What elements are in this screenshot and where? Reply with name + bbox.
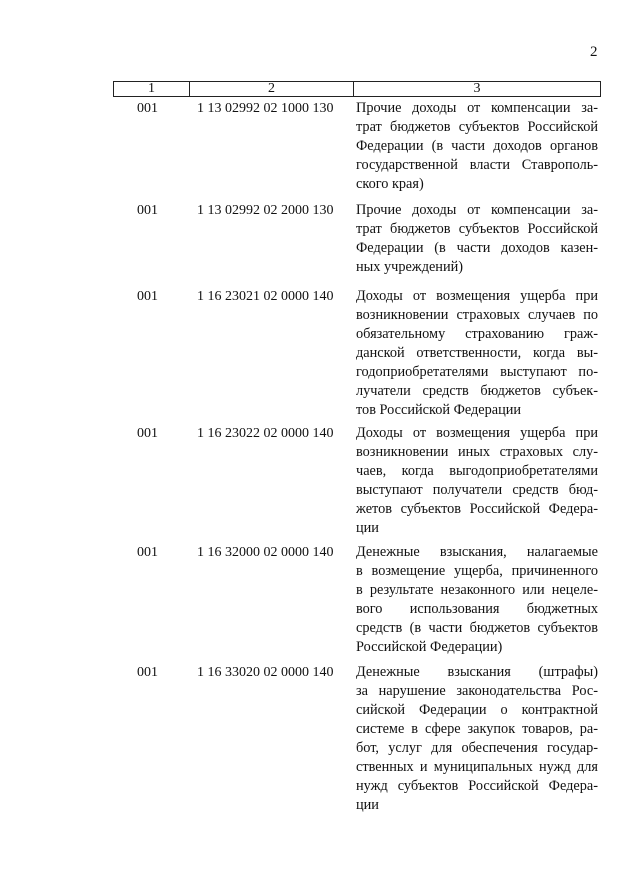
admin-code: 001 <box>137 545 158 560</box>
page-number: 2 <box>590 44 598 60</box>
income-description <box>356 424 598 538</box>
income-description <box>356 99 598 194</box>
description-line: государственной власти Ставрополь- <box>356 157 598 173</box>
description-line: Федерации (в части доходов органов <box>356 138 598 154</box>
description-line: тов Российской Федерации <box>356 402 522 418</box>
description-line: Денежные взыскания (штрафы) <box>356 664 598 680</box>
budget-classification-code: 1 16 23022 02 0000 140 <box>197 426 334 441</box>
budget-classification-code: 1 16 23021 02 0000 140 <box>197 289 334 304</box>
description-line: бот, услуг для обеспечения государ- <box>356 740 598 756</box>
budget-classification-code: 1 16 32000 02 0000 140 <box>197 545 334 560</box>
description-line: ственных и муниципальных нужд для <box>356 759 598 775</box>
description-line: лучатели средств бюджетов субъек- <box>356 383 598 399</box>
description-line: Денежные взыскания, налагаемые <box>356 544 598 560</box>
description-line: ского края) <box>356 176 424 192</box>
budget-classification-code: 1 13 02992 02 2000 130 <box>197 203 334 218</box>
description-line: Российской Федерации) <box>356 639 503 655</box>
description-line: Прочие доходы от компенсации за- <box>356 100 598 116</box>
admin-code: 001 <box>137 289 158 304</box>
description-line: ных учреждений) <box>356 259 464 275</box>
description-line: данской ответственности, когда вы- <box>356 345 598 361</box>
description-line: трат бюджетов субъектов Российской <box>356 221 598 237</box>
table-header <box>113 81 601 97</box>
description-line: выступают получатели средств бюд- <box>356 482 598 498</box>
income-description <box>356 543 598 657</box>
description-line: сийской Федерации о контрактной <box>356 702 598 718</box>
description-line: возникновении иных страховых слу- <box>356 444 598 460</box>
description-line: Федерации (в части доходов казен- <box>356 240 598 256</box>
description-line: Доходы от возмещения ущерба при <box>356 425 598 441</box>
description-line: средств (в части бюджетов субъектов <box>356 620 598 636</box>
description-line: вого использования бюджетных <box>356 601 598 617</box>
income-description <box>356 201 598 277</box>
admin-code: 001 <box>137 101 158 116</box>
description-line: годоприобретателями выступают по- <box>356 364 598 380</box>
description-line: ции <box>356 797 379 813</box>
income-description <box>356 287 598 420</box>
description-line: системе в сфере закупок товаров, ра- <box>356 721 598 737</box>
description-line: Прочие доходы от компенсации за- <box>356 202 598 218</box>
admin-code: 001 <box>137 203 158 218</box>
description-line: нужд субъектов Российской Федера- <box>356 778 598 794</box>
admin-code: 001 <box>137 426 158 441</box>
description-line: за нарушение законодательства Рос- <box>356 683 598 699</box>
description-line: трат бюджетов субъектов Российской <box>356 119 598 135</box>
income-description <box>356 663 598 815</box>
description-line: Доходы от возмещения ущерба при <box>356 288 598 304</box>
column-header-3: 3 <box>473 81 481 96</box>
description-line: в возмещение ущерба, причиненного <box>356 563 598 579</box>
description-line: ции <box>356 520 379 536</box>
description-line: в результате незаконного или нецеле- <box>356 582 598 598</box>
description-line: обязательному страхованию граж- <box>356 326 598 342</box>
admin-code: 001 <box>137 665 158 680</box>
column-header-1: 1 <box>114 82 190 96</box>
description-line: чаев, когда выгодоприобретателями <box>356 463 598 479</box>
column-header-2: 2 <box>190 82 354 96</box>
description-line: возникновении страховых случаев по <box>356 307 598 323</box>
description-line: жетов субъектов Российской Федера- <box>356 501 598 517</box>
budget-classification-code: 1 16 33020 02 0000 140 <box>197 665 334 680</box>
budget-classification-code: 1 13 02992 02 1000 130 <box>197 101 334 116</box>
